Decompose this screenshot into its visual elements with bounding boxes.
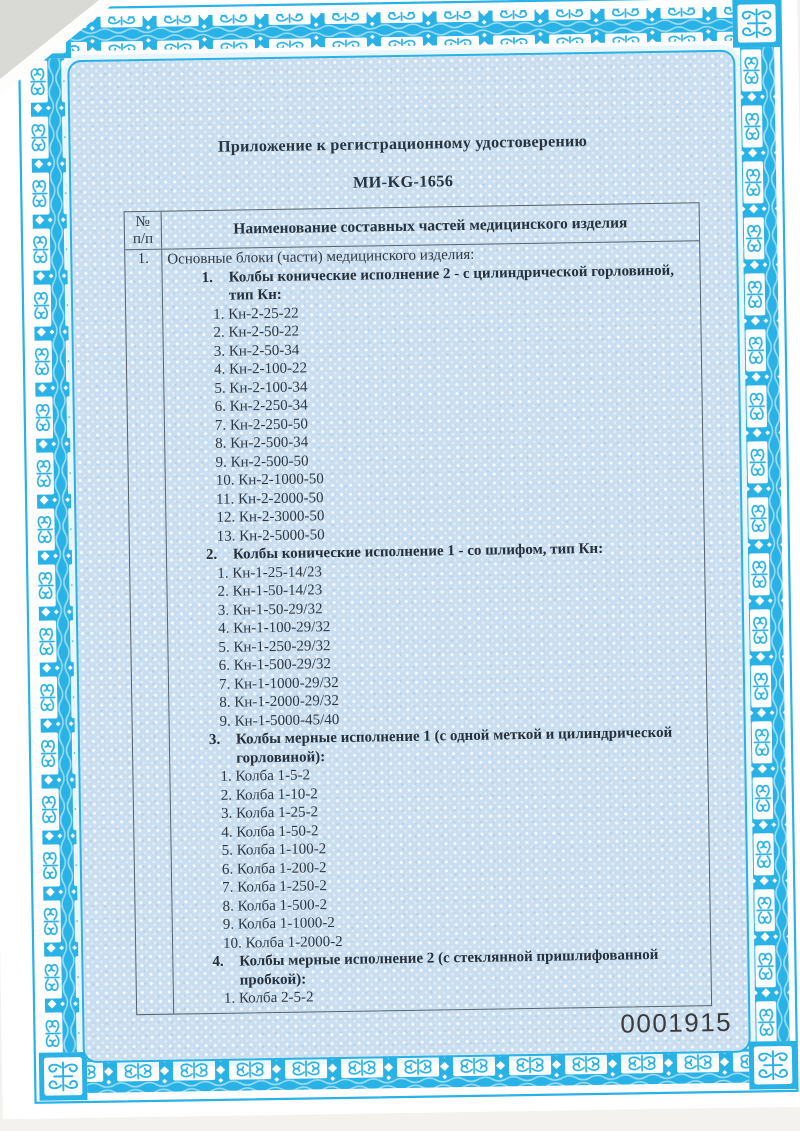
no-header-line1: № — [135, 213, 151, 231]
component-section — [209, 723, 706, 953]
component-section — [212, 945, 707, 1008]
content-area — [67, 50, 751, 1063]
component-item: 3. Колба 1-25-2 — [220, 804, 319, 822]
section-items — [202, 298, 700, 546]
section-number: 2. — [205, 546, 218, 564]
border-corner-ornament — [732, 0, 781, 48]
component-item: 5. Кн-2-100-34 — [214, 378, 308, 397]
component-item: 9. Кн-1-5000-45/40 — [219, 711, 340, 730]
component-item: 1. Колба 1-5-2 — [220, 767, 311, 785]
row-intro-text: Основные блоки (части) медицинского изделия: — [167, 246, 475, 268]
section-heading: Колбы мерные исполнение 2 (с стеклянной пришлифованной пробкой): — [239, 946, 659, 989]
component-item: 5. Колба 1-100-2 — [221, 841, 327, 859]
serial-number: 0001915 — [620, 1006, 733, 1039]
component-item: 4. Колба 1-50-2 — [221, 822, 319, 841]
component-item: 11. Кн-2-2000-50 — [215, 489, 324, 508]
component-item: 10. Кн-2-1000-50 — [215, 471, 324, 489]
component-item: 2. Кн-2-50-22 — [213, 323, 300, 341]
section-number: 1. — [201, 269, 214, 286]
section-heading: Колбы конические исполнение 1 - со шлифом, тип Кн: — [232, 540, 604, 563]
col-header-name: Наименование составных частей медицинского изделия — [233, 213, 628, 238]
section-heading-row — [201, 261, 696, 306]
component-item: 6. Кн-1-500-29/32 — [218, 656, 332, 674]
component-section — [201, 261, 699, 546]
component-item: 1. Колба 2-5-2 — [223, 989, 314, 1007]
component-item: 9. Колба 1-1000-2 — [222, 915, 335, 933]
section-number: 3. — [208, 731, 221, 749]
component-item: 2. Кн-1-50-14/23 — [217, 582, 323, 600]
section-items — [206, 557, 703, 731]
border-corner-ornament — [749, 1041, 798, 1090]
component-item: 13. Кн-2-5000-50 — [216, 526, 325, 545]
component-item: 3. Кн-2-50-34 — [213, 342, 300, 360]
component-item: 9. Кн-2-500-50 — [215, 452, 309, 471]
registration-number: МИ-KG-1656 — [352, 172, 454, 192]
component-item: 12. Кн-2-3000-50 — [216, 508, 325, 526]
component-item: 1. Кн-2-25-22 — [213, 305, 299, 323]
component-item: 10. Колба 1-2000-2 — [222, 933, 343, 952]
border-corner-ornament — [39, 1052, 88, 1101]
section-number: 4. — [212, 953, 224, 970]
component-item: 6. Кн-2-250-34 — [214, 397, 308, 415]
component-item: 4. Кн-1-100-29/32 — [218, 619, 331, 637]
components-table — [124, 202, 713, 1014]
component-item: 2. Колба 1-10-2 — [220, 785, 318, 804]
component-item: 8. Кн-2-500-34 — [215, 434, 309, 452]
table-data-row — [125, 241, 711, 1013]
component-item: 8. Кн-1-2000-29/32 — [219, 692, 340, 711]
component-item: 6. Колба 1-200-2 — [221, 859, 327, 878]
component-item: 5. Кн-1-250-29/32 — [218, 637, 331, 656]
section-heading-row — [209, 723, 704, 768]
row-number-cell: 1. — [125, 250, 174, 1014]
section-heading: Колбы мерные исполнение 1 (с одной меткой и цилиндрической горловиной): — [235, 724, 673, 767]
page-title: Приложение к регистрационному удостоверению — [217, 132, 588, 156]
component-sections — [167, 261, 707, 1009]
component-item: 1. Кн-1-25-14/23 — [217, 563, 323, 582]
section-items — [209, 760, 706, 953]
component-item: 7. Кн-2-250-50 — [214, 415, 309, 434]
component-item: 3. Кн-1-50-29/32 — [217, 600, 323, 619]
component-section — [206, 538, 703, 731]
component-item: 8. Колба 1-500-2 — [222, 896, 328, 915]
col-header-number — [125, 212, 163, 250]
section-heading-row — [212, 945, 707, 990]
component-item: 4. Кн-2-100-22 — [213, 360, 308, 378]
border-band-top — [71, 7, 733, 51]
component-item: 7. Колба 1-250-2 — [222, 878, 327, 896]
section-heading: Колбы конические исполнение 2 - с цилиндрической горловиной, тип Кн: — [228, 262, 675, 304]
component-item: 7. Кн-1-1000-29/32 — [218, 674, 339, 693]
no-header-line2: п/п — [132, 230, 154, 247]
components-cell — [162, 241, 711, 1013]
